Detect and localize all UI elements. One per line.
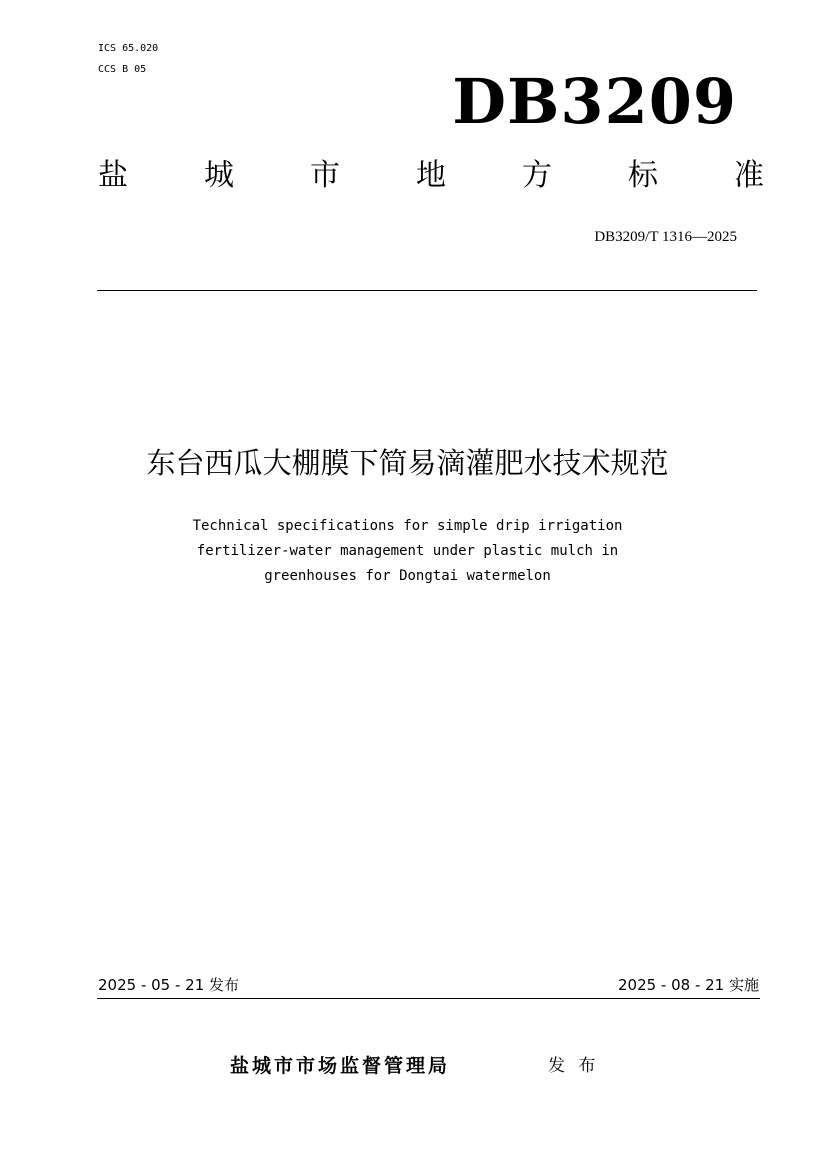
standard-type-char: 地 bbox=[416, 158, 446, 193]
header-divider bbox=[97, 290, 757, 291]
standard-type-char: 方 bbox=[522, 158, 552, 193]
standard-type-char: 市 bbox=[310, 158, 340, 193]
ccs-code: CCS B 05 bbox=[98, 64, 147, 75]
title-english-line: Technical specifications for simple drip irrigation bbox=[192, 518, 623, 534]
standard-type-heading bbox=[98, 154, 764, 198]
publisher-name: 盐城市市场监督管理局 bbox=[230, 1055, 451, 1077]
standard-type-char: 城 bbox=[204, 158, 234, 193]
document-title-english bbox=[0, 514, 815, 589]
ics-code: ICS 65.020 bbox=[98, 43, 159, 54]
standard-type-char: 盐 bbox=[98, 158, 128, 193]
publish-label: 发 布 bbox=[548, 1056, 600, 1076]
standard-type-char: 标 bbox=[628, 158, 658, 193]
standard-type-char: 准 bbox=[734, 158, 764, 193]
db-code-logo: DB3209 bbox=[452, 65, 737, 138]
footer-divider bbox=[97, 998, 760, 999]
standard-number: DB3209/T 1316—2025 bbox=[594, 229, 737, 245]
implementation-date: 2025 - 08 - 21 实施 bbox=[617, 976, 759, 994]
title-english-line: fertilizer-water management under plastic mulch in bbox=[196, 543, 619, 559]
issue-date: 2025 - 05 - 21 发布 bbox=[98, 976, 240, 994]
document-title-chinese: 东台西瓜大棚膜下简易滴灌肥水技术规范 bbox=[146, 446, 669, 480]
title-english-line: greenhouses for Dongtai watermelon bbox=[264, 568, 551, 584]
